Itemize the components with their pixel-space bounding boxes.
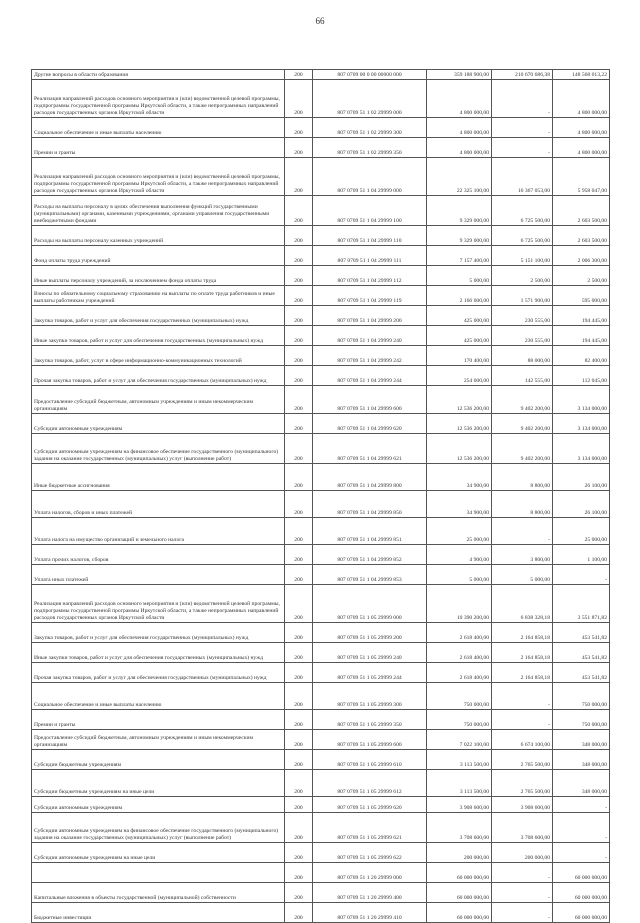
row-kbk: 807 0709 51 1 20 29999 400 xyxy=(313,883,427,903)
row-approved: 4 800 000,00 xyxy=(427,80,492,118)
table-row xyxy=(32,366,610,386)
row-executed: - xyxy=(492,903,553,923)
row-name: Реализация направлений расходов основного мероприятия и (или) ведомственной целевой программы, подпрограммы государственной программы Иркутской области, а также непрограммных направлений расходов государственных органов Иркутской области xyxy=(32,158,285,196)
row-code: 200 xyxy=(285,623,313,643)
row-name: Субсидии бюджетным учреждениям на иные цели xyxy=(32,770,285,797)
row-name: Закупка товаров, работ и услуг для обеспечения государственных (муниципальных) нужд xyxy=(32,306,285,326)
row-executed: - xyxy=(492,863,553,883)
row-executed: 2 164 858,18 xyxy=(492,643,553,663)
row-name: Иные бюджетные ассигнования xyxy=(32,464,285,491)
row-name: Прочая закупка товаров, работ и услуг для обеспечения государственных (муниципальных) нужд xyxy=(32,366,285,386)
row-code: 200 xyxy=(285,326,313,346)
row-unexecuted: 750 000,00 xyxy=(553,683,610,710)
row-unexecuted: 4 800 000,00 xyxy=(553,138,610,158)
row-approved: 3 908 600,00 xyxy=(427,797,492,813)
row-executed: 230 555,00 xyxy=(492,326,553,346)
row-executed: 2 765 500,00 xyxy=(492,770,553,797)
row-unexecuted: 4 800 000,00 xyxy=(553,80,610,118)
row-approved: 425 000,00 xyxy=(427,306,492,326)
table-row xyxy=(32,623,610,643)
table-row xyxy=(32,414,610,434)
row-code: 200 xyxy=(285,138,313,158)
row-kbk: 807 0709 51 1 02 29999 300 xyxy=(313,118,427,138)
row-kbk: 807 0709 51 1 04 29999 000 xyxy=(313,158,427,196)
row-code: 200 xyxy=(285,226,313,246)
row-name: Прочая закупка товаров, работ и услуг для обеспечения государственных (муниципальных) нужд xyxy=(32,663,285,683)
table-row xyxy=(32,797,610,813)
row-approved: 3 113 500,00 xyxy=(427,770,492,797)
page-number: 66 xyxy=(315,16,325,26)
row-kbk: 807 0709 51 1 05 29999 000 xyxy=(313,585,427,623)
row-unexecuted: 453 541,82 xyxy=(553,663,610,683)
row-kbk: 807 0709 51 1 04 29999 100 xyxy=(313,196,427,226)
row-name: Уплата налогов, сборов и иных платежей xyxy=(32,491,285,518)
row-name: Иные выплаты персоналу учреждений, за исключением фонда оплаты труда xyxy=(32,266,285,286)
table-row xyxy=(32,643,610,663)
row-executed: 5 000,00 xyxy=(492,565,553,585)
row-unexecuted: 5 958 047,00 xyxy=(553,158,610,196)
row-approved: 2 618 400,00 xyxy=(427,663,492,683)
table-row xyxy=(32,903,610,923)
row-unexecuted: 194 445,00 xyxy=(553,306,610,326)
row-name: Премии и гранты xyxy=(32,710,285,730)
row-code: 200 xyxy=(285,434,313,464)
row-unexecuted: 194 445,00 xyxy=(553,326,610,346)
row-approved: 4 800 000,00 xyxy=(427,118,492,138)
row-code: 200 xyxy=(285,70,313,80)
row-unexecuted: 82 400,00 xyxy=(553,346,610,366)
row-unexecuted: 2 603 500,00 xyxy=(553,196,610,226)
row-code: 200 xyxy=(285,158,313,196)
row-executed: 9 402 200,00 xyxy=(492,414,553,434)
row-name: Уплата прочих налогов, сборов xyxy=(32,545,285,565)
row-unexecuted: 26 100,00 xyxy=(553,464,610,491)
row-code: 200 xyxy=(285,797,313,813)
row-approved: 5 000,00 xyxy=(427,266,492,286)
row-kbk: 807 0709 51 1 04 29999 600 xyxy=(313,386,427,414)
row-unexecuted: 2 006 300,00 xyxy=(553,246,610,266)
table-row xyxy=(32,386,610,414)
row-code: 200 xyxy=(285,266,313,286)
row-executed: 1 571 900,00 xyxy=(492,286,553,306)
row-approved: 425 000,00 xyxy=(427,326,492,346)
row-name: Закупка товаров, работ и услуг для обеспечения государственных (муниципальных) нужд xyxy=(32,623,285,643)
row-unexecuted: - xyxy=(553,797,610,813)
row-code: 200 xyxy=(285,491,313,518)
row-code: 200 xyxy=(285,196,313,226)
row-unexecuted: 60 000 000,00 xyxy=(553,903,610,923)
table-row xyxy=(32,683,610,710)
row-unexecuted: 453 541,82 xyxy=(553,623,610,643)
row-approved: 12 536 200,00 xyxy=(427,434,492,464)
row-unexecuted: 148 568 013,22 xyxy=(553,70,610,80)
row-name: Бюджетные инвестиции xyxy=(32,903,285,923)
row-approved: 750 000,00 xyxy=(427,683,492,710)
row-kbk: 807 0709 51 1 04 29999 119 xyxy=(313,286,427,306)
table-row xyxy=(32,434,610,464)
row-kbk: 807 0709 51 1 04 29999 621 xyxy=(313,434,427,464)
row-code: 200 xyxy=(285,863,313,883)
row-executed: 142 555,00 xyxy=(492,366,553,386)
row-approved: 12 536 200,00 xyxy=(427,414,492,434)
table-row xyxy=(32,346,610,366)
row-unexecuted: 2 500,00 xyxy=(553,266,610,286)
table-row xyxy=(32,545,610,565)
table-row xyxy=(32,663,610,683)
row-code: 200 xyxy=(285,414,313,434)
row-code: 200 xyxy=(285,843,313,863)
row-executed: 6 725 500,00 xyxy=(492,226,553,246)
row-name xyxy=(32,863,285,883)
row-kbk: 807 0709 51 1 05 29999 610 xyxy=(313,750,427,770)
row-executed: 16 367 053,00 xyxy=(492,158,553,196)
row-unexecuted: 1 100,00 xyxy=(553,545,610,565)
row-kbk: 807 0709 51 1 04 29999 242 xyxy=(313,346,427,366)
budget-table xyxy=(31,69,610,923)
row-kbk: 807 0709 51 1 05 29999 622 xyxy=(313,843,427,863)
table-row xyxy=(32,226,610,246)
row-approved: 4 800 000,00 xyxy=(427,138,492,158)
row-code: 200 xyxy=(285,80,313,118)
row-code: 200 xyxy=(285,663,313,683)
row-name: Уплата налога на имущество организаций и земельного налога xyxy=(32,518,285,545)
row-unexecuted: 112 045,00 xyxy=(553,366,610,386)
row-approved: 2 166 600,00 xyxy=(427,286,492,306)
row-code: 200 xyxy=(285,585,313,623)
row-executed: 6 674 100,00 xyxy=(492,730,553,750)
row-executed: 2 164 858,18 xyxy=(492,663,553,683)
row-code: 200 xyxy=(285,306,313,326)
row-name: Премии и гранты xyxy=(32,138,285,158)
row-name: Уплата иных платежей xyxy=(32,565,285,585)
row-code: 200 xyxy=(285,518,313,545)
row-unexecuted: - xyxy=(553,843,610,863)
row-executed: 200 000,00 xyxy=(492,843,553,863)
row-unexecuted: 3 134 000,00 xyxy=(553,434,610,464)
row-approved: 34 900,00 xyxy=(427,464,492,491)
row-name: Социальное обеспечение и иные выплаты населению xyxy=(32,118,285,138)
row-name: Субсидии бюджетным учреждениям xyxy=(32,750,285,770)
row-approved: 25 000,00 xyxy=(427,518,492,545)
row-executed: 9 402 200,00 xyxy=(492,386,553,414)
row-kbk: 807 0709 51 1 04 29999 620 xyxy=(313,414,427,434)
row-name: Субсидии автономным учреждениям на финансовое обеспечение государственного (муниципального) задания на оказание государственных (муниципальных) услуг (выполнение работ) xyxy=(32,434,285,464)
row-name: Расходы на выплаты персоналу казенных учреждений xyxy=(32,226,285,246)
row-unexecuted: 348 000,00 xyxy=(553,750,610,770)
row-code: 200 xyxy=(285,750,313,770)
table-row xyxy=(32,883,610,903)
row-approved: 10 390 200,00 xyxy=(427,585,492,623)
row-code: 200 xyxy=(285,683,313,710)
row-executed: 230 555,00 xyxy=(492,306,553,326)
row-name: Предоставление субсидий бюджетным, автономным учреждениям и иным некоммерческим организациям xyxy=(32,386,285,414)
row-unexecuted: - xyxy=(553,813,610,843)
row-kbk: 807 0709 51 1 20 29999 410 xyxy=(313,903,427,923)
table-row xyxy=(32,730,610,750)
row-name: Расходы на выплаты персоналу в целях обеспечения выполнения функций государственными (муниципальными) органами, казенными учреждениями, органами управления государственными внебюджетными фондами xyxy=(32,196,285,226)
row-unexecuted: 750 000,00 xyxy=(553,710,610,730)
table-row xyxy=(32,843,610,863)
row-approved: 9 329 000,00 xyxy=(427,196,492,226)
row-approved: 22 325 100,00 xyxy=(427,158,492,196)
row-executed: - xyxy=(492,518,553,545)
row-executed: 9 402 200,00 xyxy=(492,434,553,464)
row-name: Иные закупки товаров, работ и услуг для обеспечения государственных (муниципальных) нужд xyxy=(32,326,285,346)
row-kbk: 807 0709 51 1 04 29999 111 xyxy=(313,246,427,266)
row-executed: 6 725 500,00 xyxy=(492,196,553,226)
row-approved: 4 900,00 xyxy=(427,545,492,565)
row-kbk: 807 0709 51 1 04 29999 800 xyxy=(313,464,427,491)
row-unexecuted: 348 000,00 xyxy=(553,730,610,750)
row-unexecuted: 453 541,82 xyxy=(553,643,610,663)
table-row xyxy=(32,118,610,138)
table-row xyxy=(32,246,610,266)
row-unexecuted: 26 100,00 xyxy=(553,491,610,518)
table-row xyxy=(32,80,610,118)
row-unexecuted: 3 134 000,00 xyxy=(553,414,610,434)
row-unexecuted: 60 000 000,00 xyxy=(553,863,610,883)
row-kbk: 807 0709 51 1 05 29999 300 xyxy=(313,683,427,710)
row-kbk: 807 0709 51 1 04 29999 200 xyxy=(313,306,427,326)
row-name: Предоставление субсидий бюджетным, автономным учреждениям и иным некоммерческим организациям xyxy=(32,730,285,750)
table-row xyxy=(32,518,610,545)
row-code: 200 xyxy=(285,118,313,138)
row-name: Субсидии автономным учреждениям xyxy=(32,414,285,434)
row-kbk: 807 0709 51 1 05 29999 612 xyxy=(313,770,427,797)
row-kbk: 807 0709 51 1 04 29999 240 xyxy=(313,326,427,346)
row-kbk: 807 0709 51 1 05 29999 244 xyxy=(313,663,427,683)
row-kbk: 807 0709 51 1 04 29999 850 xyxy=(313,491,427,518)
row-unexecuted: 348 000,00 xyxy=(553,770,610,797)
row-name: Капитальные вложения в объекты государственной (муниципальной) собственности xyxy=(32,883,285,903)
row-executed: 8 800,00 xyxy=(492,464,553,491)
row-code: 200 xyxy=(285,710,313,730)
row-approved: 60 000 000,00 xyxy=(427,883,492,903)
row-approved: 5 000,00 xyxy=(427,565,492,585)
row-approved: 7 157 400,00 xyxy=(427,246,492,266)
row-code: 200 xyxy=(285,770,313,797)
row-code: 200 xyxy=(285,346,313,366)
row-code: 200 xyxy=(285,565,313,585)
row-executed: 88 000,00 xyxy=(492,346,553,366)
table-row xyxy=(32,158,610,196)
table-row xyxy=(32,266,610,286)
row-executed: 2 765 500,00 xyxy=(492,750,553,770)
row-kbk: 807 0709 51 1 04 29999 852 xyxy=(313,545,427,565)
row-name: Субсидии автономным учреждениям на финансовое обеспечение государственного (муниципального) задания на оказание государственных (муниципальных) услуг (выполнение работ) xyxy=(32,813,285,843)
row-approved: 60 000 000,00 xyxy=(427,903,492,923)
row-name: Реализация направлений расходов основного мероприятия и (или) ведомственной целевой программы, подпрограммы государственной программы Иркутской области, а также непрограммных направлений расходов государственных органов Иркутской области xyxy=(32,80,285,118)
row-executed: - xyxy=(492,883,553,903)
row-code: 200 xyxy=(285,883,313,903)
row-code: 200 xyxy=(285,286,313,306)
table-row xyxy=(32,710,610,730)
row-executed: 3 708 600,00 xyxy=(492,813,553,843)
table-row xyxy=(32,565,610,585)
row-code: 200 xyxy=(285,366,313,386)
row-unexecuted: 60 000 000,00 xyxy=(553,883,610,903)
row-code: 200 xyxy=(285,545,313,565)
row-kbk: 807 0709 51 1 04 29999 853 xyxy=(313,565,427,585)
row-unexecuted: - xyxy=(553,565,610,585)
row-name: Иные закупки товаров, работ и услуг для обеспечения государственных (муниципальных) нужд xyxy=(32,643,285,663)
row-approved: 750 000,00 xyxy=(427,710,492,730)
table-row xyxy=(32,585,610,623)
row-kbk: 807 0709 51 1 04 29999 112 xyxy=(313,266,427,286)
row-kbk: 807 0709 51 1 05 29999 350 xyxy=(313,710,427,730)
row-unexecuted: 25 000,00 xyxy=(553,518,610,545)
row-kbk: 807 0709 51 1 05 29999 621 xyxy=(313,813,427,843)
row-executed: - xyxy=(492,138,553,158)
table-row xyxy=(32,464,610,491)
row-name: Субсидии автономным учреждениям xyxy=(32,797,285,813)
row-approved: 3 113 500,00 xyxy=(427,750,492,770)
table-row xyxy=(32,770,610,797)
row-unexecuted: 595 000,00 xyxy=(553,286,610,306)
row-approved: 170 400,00 xyxy=(427,346,492,366)
row-approved: 7 022 100,00 xyxy=(427,730,492,750)
row-code: 200 xyxy=(285,643,313,663)
table-row xyxy=(32,863,610,883)
row-executed: 210 670 686,38 xyxy=(492,70,553,80)
row-code: 200 xyxy=(285,730,313,750)
row-executed: 3 908 600,00 xyxy=(492,797,553,813)
table-row xyxy=(32,306,610,326)
row-approved: 60 000 000,00 xyxy=(427,863,492,883)
row-name: Взносы по обязательному социальному страхованию на выплаты по оплате труда работников и иные выплаты работникам учреждений xyxy=(32,286,285,306)
table-row xyxy=(32,491,610,518)
row-name: Субсидии автономным учреждениям на иные цели xyxy=(32,843,285,863)
row-code: 200 xyxy=(285,386,313,414)
table-row xyxy=(32,326,610,346)
row-kbk: 807 0709 51 1 05 29999 240 xyxy=(313,643,427,663)
table-row xyxy=(32,196,610,226)
row-executed: - xyxy=(492,683,553,710)
table-row xyxy=(32,813,610,843)
row-kbk: 807 0709 51 1 05 29999 600 xyxy=(313,730,427,750)
row-unexecuted: 3 134 000,00 xyxy=(553,386,610,414)
row-approved: 34 900,00 xyxy=(427,491,492,518)
row-kbk: 807 0709 51 1 02 29999 000 xyxy=(313,80,427,118)
row-executed: - xyxy=(492,118,553,138)
row-approved: 3 708 600,00 xyxy=(427,813,492,843)
row-name: Закупка товаров, работ, услуг в сфере информационно-коммуникационных технологий xyxy=(32,346,285,366)
row-approved: 359 188 900,00 xyxy=(427,70,492,80)
row-approved: 200 000,00 xyxy=(427,843,492,863)
row-code: 200 xyxy=(285,813,313,843)
row-unexecuted: 3 551 871,82 xyxy=(553,585,610,623)
row-name: Фонд оплаты труда учреждений xyxy=(32,246,285,266)
row-executed: 5 151 100,00 xyxy=(492,246,553,266)
row-executed: - xyxy=(492,710,553,730)
row-code: 200 xyxy=(285,464,313,491)
row-kbk: 807 0709 51 1 04 29999 851 xyxy=(313,518,427,545)
row-approved: 2 618 400,00 xyxy=(427,623,492,643)
row-kbk: 807 0709 51 1 05 29999 200 xyxy=(313,623,427,643)
row-approved: 9 329 000,00 xyxy=(427,226,492,246)
row-approved: 254 600,00 xyxy=(427,366,492,386)
row-executed: 2 500,00 xyxy=(492,266,553,286)
row-kbk: 807 0709 00 0 00 00000 000 xyxy=(313,70,427,80)
row-executed: 3 800,00 xyxy=(492,545,553,565)
row-kbk: 807 0709 51 1 02 29999 350 xyxy=(313,138,427,158)
row-kbk: 807 0709 51 1 05 29999 620 xyxy=(313,797,427,813)
table-row xyxy=(32,70,610,80)
table-row xyxy=(32,138,610,158)
row-unexecuted: 2 603 500,00 xyxy=(553,226,610,246)
row-approved: 12 536 200,00 xyxy=(427,386,492,414)
table-row xyxy=(32,750,610,770)
row-executed: - xyxy=(492,80,553,118)
row-kbk: 807 0709 51 1 04 29999 244 xyxy=(313,366,427,386)
row-kbk: 807 0709 51 1 20 29999 000 xyxy=(313,863,427,883)
row-code: 200 xyxy=(285,903,313,923)
row-name: Социальное обеспечение и иные выплаты населению xyxy=(32,683,285,710)
row-approved: 2 618 400,00 xyxy=(427,643,492,663)
table-row xyxy=(32,286,610,306)
row-executed: 2 164 858,18 xyxy=(492,623,553,643)
row-kbk: 807 0709 51 1 04 29999 110 xyxy=(313,226,427,246)
row-executed: 8 800,00 xyxy=(492,491,553,518)
row-name: Другие вопросы в области образования xyxy=(32,70,285,80)
row-name: Реализация направлений расходов основного мероприятия и (или) ведомственной целевой программы, подпрограммы государственной программы Иркутской области, а также непрограммных направлений расходов государственных органов Иркутской области xyxy=(32,585,285,623)
row-code: 200 xyxy=(285,246,313,266)
row-executed: 6 838 328,18 xyxy=(492,585,553,623)
row-unexecuted: 4 800 000,00 xyxy=(553,118,610,138)
